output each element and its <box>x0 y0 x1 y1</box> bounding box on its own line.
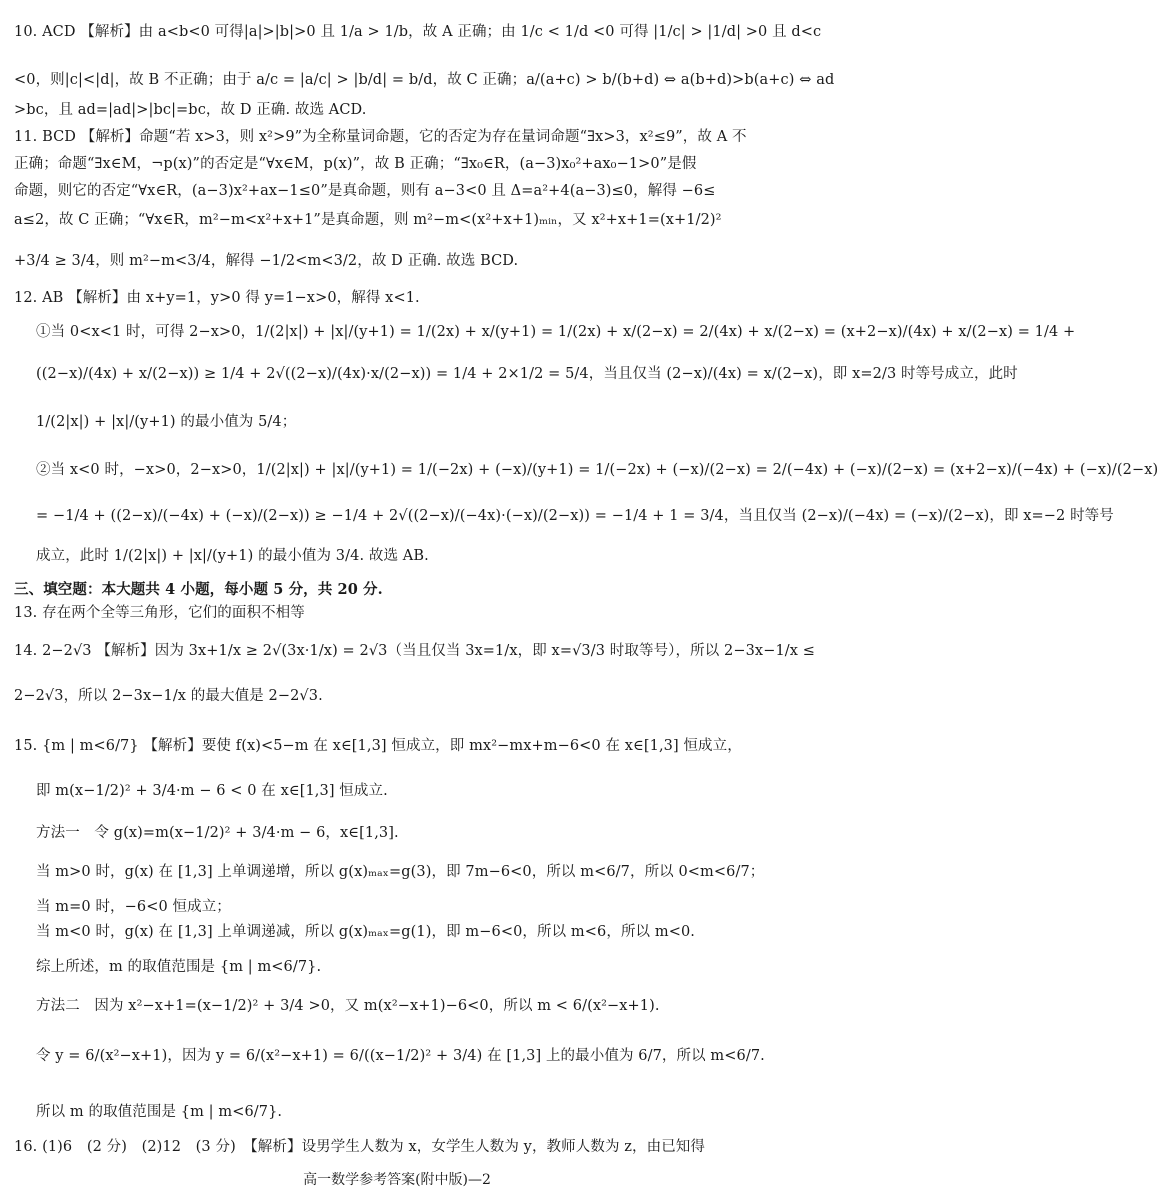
text-line: 2−2√3，所以 2−3x−1/x 的最大值是 2−2√3. <box>14 688 323 704</box>
text-line: ②当 x<0 时，−x>0，2−x>0，1/(2|x|) + |x|/(y+1) = 1/(−2x) + (−x)/(y+1) = 1/(−2x) + (−x)/(2−x) = 2/(−4x) + (−x)/(2−x) = (x+2−x)/(−4x) + (−x)/(2−x) <box>36 462 1158 478</box>
text-line: 11. BCD 【解析】命题“若 x>3，则 x²>9”为全称量词命题，它的否定为存在量词命题“∃x>3，x²≤9”，故 A 不 <box>14 129 747 145</box>
text-line: +3/4 ≥ 3/4，则 m²−m<3/4，解得 −1/2<m<3/2，故 D 正确. 故选 BCD. <box>14 253 519 269</box>
text-line: 方法二 因为 x²−x+1=(x−1/2)² + 3/4 >0，又 m(x²−x+1)−6<0，所以 m < 6/(x²−x+1). <box>36 998 660 1014</box>
text-line: 12. AB 【解析】由 x+y=1，y>0 得 y=1−x>0，解得 x<1. <box>14 290 420 306</box>
text-line: 命题，则它的否定“∀x∈R，(a−3)x²+ax−1≤0”是真命题，则有 a−3<0 且 Δ=a²+4(a−3)≤0，解得 −6≤ <box>14 183 716 199</box>
text-line: = −1/4 + ((2−x)/(−4x) + (−x)/(2−x)) ≥ −1/4 + 2√((2−x)/(−4x)·(−x)/(2−x)) = −1/4 + 1 = 3/4，当且仅当 (2−x)/(−4x) = (−x)/(2−x)，即 x=−2 时等号 <box>36 508 1114 524</box>
text-line: 16. (1)6 (2 分) (2)12 (3 分) 【解析】设男学生人数为 x，女学生人数为 y，教师人数为 z，由已知得 <box>14 1139 706 1155</box>
text-line: 令 y = 6/(x²−x+1)，因为 y = 6/(x²−x+1) = 6/((x−1/2)² + 3/4) 在 [1,3] 上的最小值为 6/7，所以 m<6/7. <box>36 1048 765 1064</box>
section-heading: 三、填空题：本大题共 4 小题，每小题 5 分，共 20 分. <box>14 581 383 598</box>
text-line: 正确；命题“∃x∈M，¬p(x)”的否定是“∀x∈M，p(x)”，故 B 正确；“∃x₀∈R，(a−3)x₀²+ax₀−1>0”是假 <box>14 156 697 172</box>
text-line: 当 m<0 时，g(x) 在 [1,3] 上单调递减，所以 g(x)ₘₐₓ=g(1)，即 m−6<0，所以 m<6，所以 m<0. <box>36 924 695 940</box>
text-line: ((2−x)/(4x) + x/(2−x)) ≥ 1/4 + 2√((2−x)/(4x)·x/(2−x)) = 1/4 + 2×1/2 = 5/4，当且仅当 (2−x)/(4x) = x/(2−x)，即 x=2/3 时等号成立，此时 <box>36 366 1018 382</box>
text-line: 方法一 令 g(x)=m(x−1/2)² + 3/4·m − 6，x∈[1,3]. <box>36 825 399 841</box>
text-line: 所以 m 的取值范围是 {m | m<6/7}. <box>36 1104 283 1120</box>
text-line: 1/(2|x|) + |x|/(y+1) 的最小值为 5/4； <box>36 414 297 430</box>
text-line: 14. 2−2√3 【解析】因为 3x+1/x ≥ 2√(3x·1/x) = 2√3（当且仅当 3x=1/x，即 x=√3/3 时取等号），所以 2−3x−1/x ≤ <box>14 643 815 659</box>
text-line: 当 m>0 时，g(x) 在 [1,3] 上单调递增，所以 g(x)ₘₐₓ=g(3)，即 7m−6<0，所以 m<6/7，所以 0<m<6/7； <box>36 864 765 880</box>
text-line: 当 m=0 时，−6<0 恒成立； <box>36 899 231 915</box>
text-line: a≤2，故 C 正确；“∀x∈R，m²−m<x²+x+1”是真命题，则 m²−m<(x²+x+1)ₘᵢₙ，又 x²+x+1=(x+1/2)² <box>14 212 722 228</box>
text-line: 综上所述，m 的取值范围是 {m | m<6/7}. <box>36 959 322 975</box>
page-footer: 高一数学参考答案(附中版)—2 <box>303 1172 491 1188</box>
text-line: >bc，且 ad=|ad|>|bc|=bc，故 D 正确. 故选 ACD. <box>14 102 367 118</box>
text-line: 15. {m | m<6/7} 【解析】要使 f(x)<5−m 在 x∈[1,3] 恒成立，即 mx²−mx+m−6<0 在 x∈[1,3] 恒成立， <box>14 738 742 754</box>
text-line: 成立，此时 1/(2|x|) + |x|/(y+1) 的最小值为 3/4. 故选 AB. <box>36 548 429 564</box>
text-line: 10. ACD 【解析】由 a<b<0 可得|a|>|b|>0 且 1/a > 1/b，故 A 正确；由 1/c < 1/d <0 可得 |1/c| > |1/d| >0 且 d<c <box>14 24 822 40</box>
text-line: 即 m(x−1/2)² + 3/4·m − 6 < 0 在 x∈[1,3] 恒成立. <box>36 783 388 799</box>
text-line: <0，则|c|<|d|，故 B 不正确；由于 a/c = |a/c| > |b/d| = b/d，故 C 正确；a/(a+c) > b/(b+d) ⇔ a(b+d)>b(a+c) ⇔ ad <box>14 72 835 88</box>
text-line: 13. 存在两个全等三角形，它们的面积不相等 <box>14 605 305 621</box>
text-line: ①当 0<x<1 时，可得 2−x>0，1/(2|x|) + |x|/(y+1) = 1/(2x) + x/(y+1) = 1/(2x) + x/(2−x) = 2/(4x) + x/(2−x) = (x+2−x)/(4x) + x/(2−x) = 1/4 + <box>36 324 1076 340</box>
